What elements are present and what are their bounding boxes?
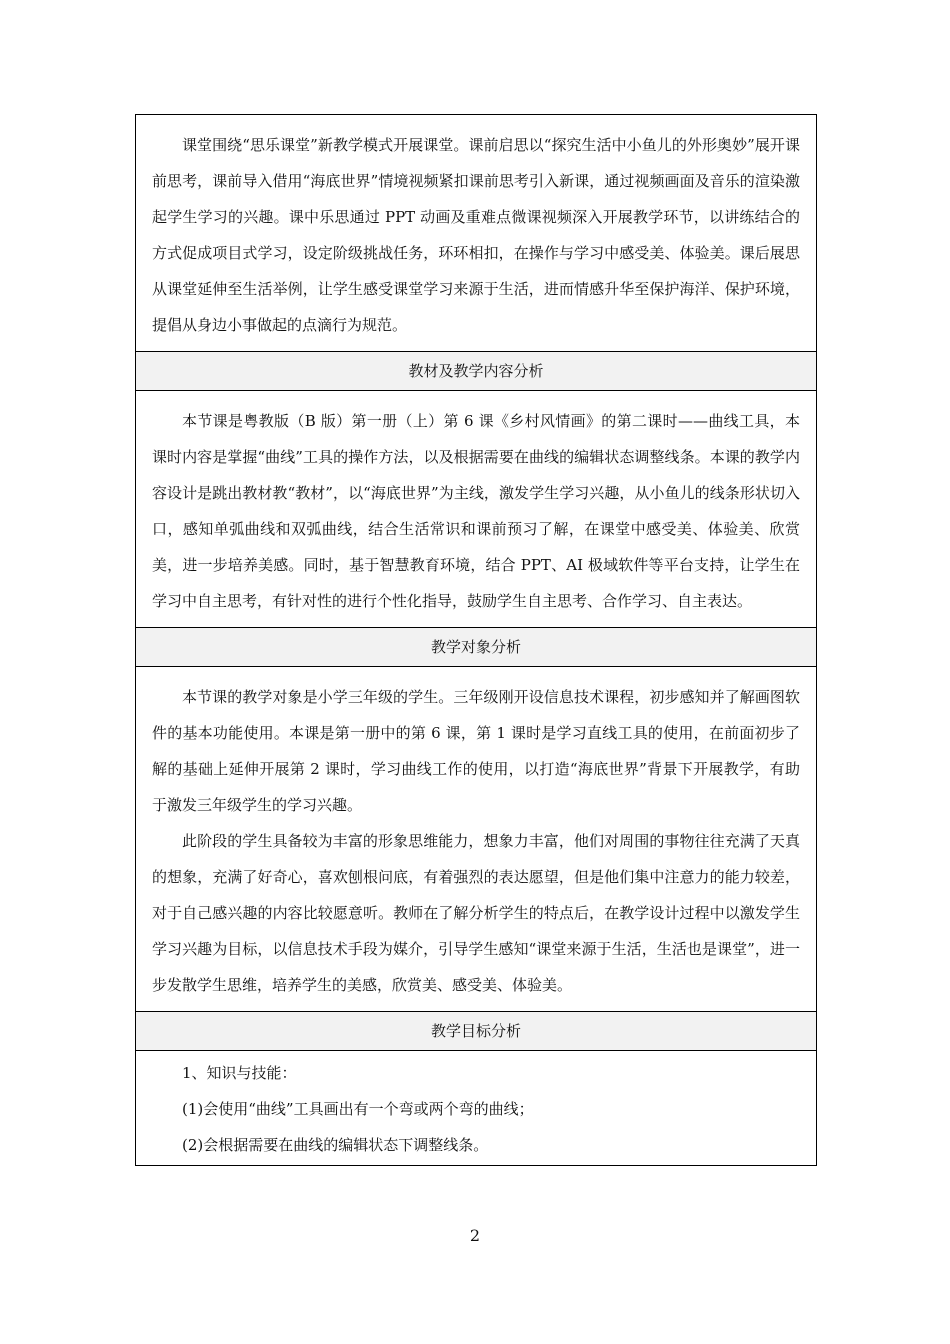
page-number: 2 bbox=[469, 1226, 481, 1245]
student-paragraph-2: 此阶段的学生具备较为丰富的形象思维能力，想象力丰富，他们对周围的事物往往充满了天真的想象，充满了好奇心，喜欢刨根问底，有着强烈的表达愿望，但是他们集中注意力的能力较差，对于自己感兴趣的内容比较愿意听。教师在了解分析学生的特点后，在教学设计过程中以激发学生学习兴趣为目标，以信息技术手段为媒介，引导学生感知“课堂来源于生活，生活也是课堂”，进一步发散学生思维，培养学生的美感，欣赏美、感受美、体验美。 bbox=[152, 832, 800, 994]
student-analysis-cell bbox=[136, 667, 816, 1011]
material-analysis-cell bbox=[136, 391, 816, 627]
material-analysis-heading: 教材及教学内容分析 bbox=[136, 351, 816, 391]
material-paragraph: 本节课是粤教版（B 版）第一册（上）第 6 课《乡村风情画》的第二课时——曲线工具，本课时内容是掌握“曲线”工具的操作方法，以及根据需要在曲线的编辑状态调整线条。本课的教学内容设计是跳出教材教“教材”，以“海底世界”为主线，激发学生学习兴趣，从小鱼儿的线条形状切入口，感知单弧曲线和双弧曲线，结合生活常识和课前预习了解，在课堂中感受美、体验美、欣赏美，进一步培养美感。同时，基于智慧教育环境，结合 PPT、AI 极域软件等平台支持，让学生在学习中自主思考，有针对性的进行个性化指导，鼓励学生自主思考、合作学习、自主表达。 bbox=[152, 412, 800, 610]
lesson-plan-table bbox=[135, 114, 817, 1166]
intro-paragraph: 课堂围绕“思乐课堂”新教学模式开展课堂。课前启思以“探究生活中小鱼儿的外形奥妙”展开课前思考，课前导入借用“海底世界”情境视频紧扣课前思考引入新课，通过视频画面及音乐的渲染激起学生学习的兴趣。课中乐思通过 PPT 动画及重难点微课视频深入开展教学环节，以讲练结合的方式促成项目式学习，设定阶级挑战任务，环环相扣，在操作与学习中感受美、体验美。课后展思从课堂延伸至生活举例，让学生感受课堂学习来源于生活，进而情感升华至保护海洋、保护环境，提倡从身边小事做起的点滴行为规范。 bbox=[152, 136, 800, 334]
goals-analysis-heading: 教学目标分析 bbox=[136, 1011, 816, 1051]
intro-cell bbox=[136, 115, 816, 351]
goal-line-2: (1)会使用“曲线”工具画出有一个弯或两个弯的曲线； bbox=[182, 1100, 534, 1118]
goals-analysis-cell bbox=[136, 1051, 816, 1165]
goal-line-3: (2)会根据需要在曲线的编辑状态下调整线条。 bbox=[182, 1136, 489, 1154]
goal-line-1: 1、知识与技能： bbox=[182, 1064, 297, 1082]
student-paragraph-1: 本节课的教学对象是小学三年级的学生。三年级刚开设信息技术课程，初步感知并了解画图软件的基本功能使用。本课是第一册中的第 6 课，第 1 课时是学习直线工具的使用，在前面初步了解的基础上延伸开展第 2 课时，学习曲线工作的使用，以打造“海底世界”背景下开展教学，有助于激发三年级学生的学习兴趣。 bbox=[152, 688, 800, 814]
student-analysis-heading: 教学对象分析 bbox=[136, 627, 816, 667]
